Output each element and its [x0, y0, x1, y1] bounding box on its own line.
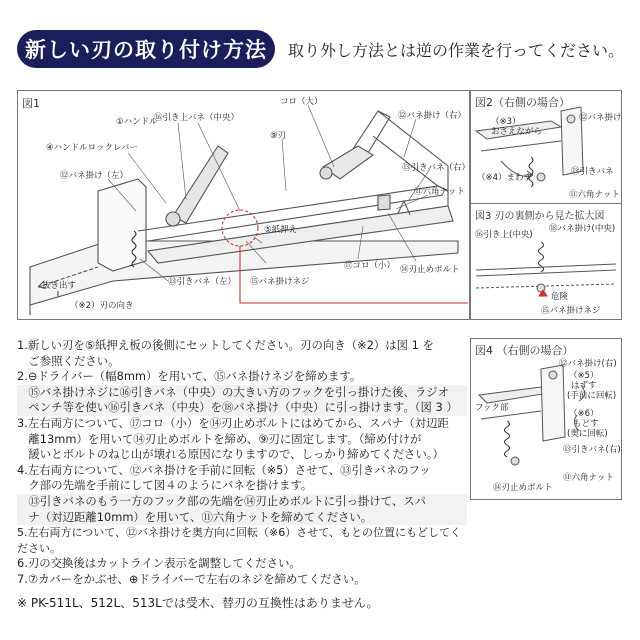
- fig4-spring-hanger-right: ⑫バネ掛け(右): [559, 359, 617, 369]
- fig2-note3: （※3）: [491, 117, 521, 127]
- fig4-hook: フック部: [475, 403, 509, 413]
- figure-3: [470, 203, 622, 320]
- label-upper-spring: ⑯引き上バネ（中央）: [154, 113, 240, 123]
- label-hex-nut: ⑪六角ナット: [414, 187, 465, 197]
- page-subtitle: 取り外し方法とは逆の作業を行ってください。: [288, 41, 625, 60]
- instruction-line: ク部の先端を手前にして図４のようにバネを掛けます。: [17, 478, 313, 493]
- fig4-restore: もどす: [573, 419, 599, 429]
- label-blade-stop-bolt: ⑭刃止めボルト: [400, 265, 460, 275]
- label-roller-small: ⑰コロ（小）: [344, 261, 396, 271]
- instruction-line: 6.刃の交換後はカットライン表示を調整してください。: [17, 556, 301, 571]
- label-blade-direction: （※2）刃の向き: [70, 301, 134, 311]
- instruction-line: 2.⊖ドライバー（幅8mm）を用いて、⑮バネ掛けネジを締めます。: [17, 369, 362, 384]
- figure-1: [17, 90, 470, 320]
- instruction-line: 7.⑦カバーをかぶせ、⊕ドライバーで左右のネジを締めてください。: [17, 571, 366, 586]
- fig3-danger: 危険: [551, 292, 569, 302]
- label-pull-out: 抜き出す: [42, 281, 77, 291]
- page-title: 新しい刃の取り付け方法: [17, 30, 275, 68]
- label-handle: ①ハンドル: [116, 117, 158, 127]
- fig2-pull-spring: ⑬引きバネ: [571, 167, 614, 177]
- fig3-spring-hanger-screw: ⑮バネ掛けネジ: [541, 306, 601, 316]
- fig4-pull-spring-right: ⑬引きバネ(右): [563, 445, 621, 455]
- instruction-line: ご参照ください。: [17, 353, 120, 368]
- label-pull-spring-right: ⑬引きバネ（右）: [402, 163, 471, 173]
- compatibility-note: ※ PK-511L、512L、513Lでは受木、替刃の互換性はありません。: [17, 596, 379, 610]
- label-handle-lock-lever: ④ハンドルロックレバー: [46, 143, 138, 153]
- fig4-remove: はずす: [571, 381, 597, 391]
- figure-1-drawing: [18, 91, 469, 319]
- fig4-toward: (手前に回転): [567, 391, 617, 401]
- fig2-rotate: （※4）まわす: [477, 173, 533, 183]
- label-spring-hanger-left: ⑫バネ掛け（左）: [60, 171, 129, 181]
- fig2-hex-nut: ⑪六角ナット: [569, 190, 620, 200]
- figure-4-label: 図4 （右側の場合）: [475, 344, 574, 357]
- label-pull-spring-left: ⑬引きバネ（左）: [168, 277, 237, 287]
- instruction-line: 緩いとボルトのねじ山が壊れる原因になりますので、しっかり締めてください。）: [17, 447, 444, 462]
- instruction-line: 4.左右両方について、⑫バネ掛けを手前に回転（※5）させて、⑬引きバネのフッ: [17, 462, 431, 477]
- instruction-line: ⑬引きバネのもう一方のフック部の先端を⑭刃止めボルトに引っ掛けて、スパ: [17, 494, 467, 510]
- instruction-line: ⑮バネ掛けネジに⑯引きバネ（中央）の大きい方のフックを引っ掛けた後、ラジオ: [17, 385, 467, 401]
- figure-1-label: 図1: [22, 97, 40, 110]
- label-blade: ⑨刃: [270, 131, 287, 141]
- fig4-note5: （※5）: [569, 371, 599, 381]
- fig4-blade-stop-bolt: ⑭刃止めボルト: [493, 483, 553, 493]
- fig3-spring-hanger-center: ⑱バネ掛け(中央): [549, 224, 616, 234]
- fig2-hold-down: おさえながら: [491, 127, 543, 137]
- figure-2: [470, 90, 622, 205]
- label-spring-hanger-right: ⑫バネ掛け（右）: [398, 111, 467, 121]
- fig4-back-rotate: (奥に回転): [567, 429, 608, 439]
- fig4-hex-nut: ⑪六角ナット: [563, 473, 614, 483]
- instruction-line: ペンチ等を使い⑯引きバネ（中央）を⑱バネ掛け（中央）に引っ掛けます。（図 3 ）: [17, 400, 467, 416]
- label-paper-holder: ⑤紙押え: [264, 225, 298, 235]
- instruction-line: 離13mm）を用いて⑭刃止めボルトを締め、⑨刃に固定します。（締め付けが: [17, 431, 422, 446]
- instruction-list: [17, 338, 467, 588]
- figure-2-label: 図2（右側の場合）: [475, 96, 570, 109]
- label-roller-large: コロ（大）: [280, 97, 323, 107]
- instruction-line: 3.左右両方について、⑰コロ（小）を⑭刃止めボルトにはめてから、スパナ（対辺距: [17, 415, 449, 430]
- fig4-note6: （※6）: [569, 409, 599, 419]
- instruction-line: 5.左右両方について、⑫バネ掛けを奥方向に回転（※6）させて、もとの位置にもどしてください。: [17, 526, 462, 555]
- label-spring-hanger-screw: ⑮バネ掛けネジ: [250, 277, 310, 287]
- figure-3-label: 図3 刃の裏側から見た拡大図: [475, 211, 605, 222]
- instruction-line: 1.新しい刃を⑤紙押え板の後側にセットしてください。刃の向き（※2）は図 1 を: [17, 338, 434, 352]
- instruction-line: ナ（対辺距離10mm）を用いて、⑪六角ナットを締めてください。: [17, 510, 467, 526]
- fig3-upper-spring: ⑯引き上(中央): [475, 230, 533, 240]
- figure-4: [470, 338, 622, 500]
- fig2-spring-hanger: ⑫バネ掛け: [579, 113, 622, 123]
